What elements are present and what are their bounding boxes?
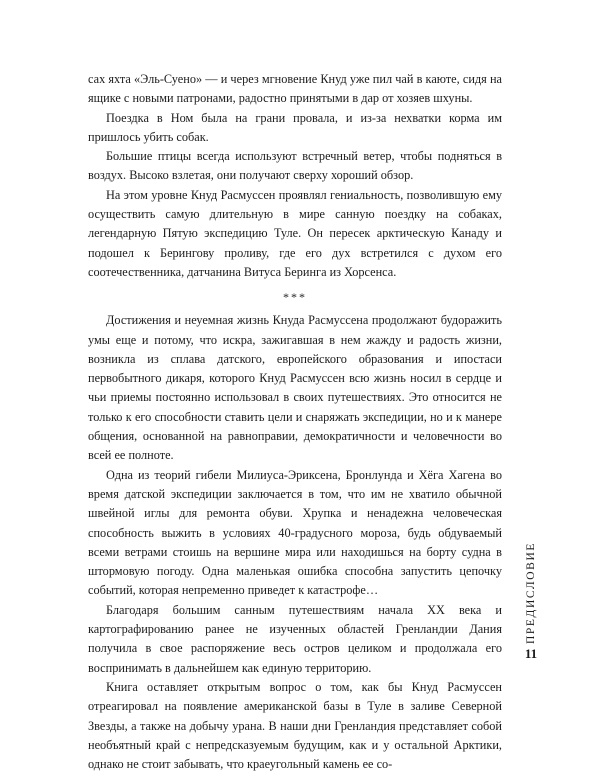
paragraph-6: Одна из теорий гибели Милиуса-Эриксена, Бронлунда и Хёга Хагена во время датской экспедиции заключается в том, что им не хватило обычной швейной иглы для ремонта обуви. Хрупка и ненадежна человеческая способность выжить в условиях 40-градусного мороза, будь обдуваемый всеми ветрами стоишь на вершине мира или находишься на борту судна в штормовую погоду. Одна маленькая ошибка способна запустить цепочку событий, которая непременно приведет к катастрофе…: [88, 467, 502, 598]
paragraph-7: Благодаря большим санным путешествиям начала XX века и картографированию ранее не изученных областей Гренландии Дания получила в свое распоряжение весь остров целиком и продолжала его воспринимать в дальнейшем как единую территорию.: [88, 602, 502, 675]
section-separator: ***: [283, 290, 307, 305]
page-number: 11: [524, 646, 538, 661]
paragraph-1: сах яхта «Эль-Суено» — и через мгновение Кнуд уже пил чай в каюте, сидя на ящике с новыми патронами, радостно принятыми в дар от хозяев шхуны.: [88, 72, 502, 106]
section-label-text: ПРЕДИСЛОВИЕ: [525, 542, 537, 644]
paragraph-8: Книга оставляет открытым вопрос о том, как бы Кнуд Расмуссен отреагировал на появление американской базы в Туле в заливе Северной Звезды, а также на добычу урана. В наши дни Гренландия представляет собой необъятный край с непредсказуемым будущим, как и у остальной Арктики, однако не стоит забывать, что краеугольный камень ее со-: [88, 679, 502, 772]
paragraph-5: Достижения и неуемная жизнь Кнуда Расмуссена продолжают будоражить умы еще и потому, что искра, зажигавшая в нем жажду и радость жизни, возникла из сплава датского, европейского образования и ипостаси первобытного дикаря, которого Кнуд Расмуссен всю жизнь носил в сердце и чьи приемы постоянно использовал в своих путешествиях. Это относится не только к его способности ставить цели и снаряжать экспедиции, но и к манере общения, основанной на равноправии, демократичности и человечности во всей ее полноте.: [88, 313, 502, 463]
main-text: [88, 70, 502, 774]
section-running-head: [520, 538, 542, 648]
paragraph-3: Большие птицы всегда используют встречный ветер, чтобы подняться в воздух. Высоко взлетая, они получают сверху хороший обзор.: [88, 149, 502, 183]
paragraph-4: На этом уровне Кнуд Расмуссен проявлял гениальность, позволившую ему осуществить самую длительную в мире санную поездку на собаках, легендарную Пятую экспедицию Туле. Он пересек арктическую Канаду и подошел к Берингову проливу, где его дух встретился с духом его соотечественника, датчанина Витуса Беринга из Хорсенса.: [88, 187, 502, 279]
paragraph-2: Поездка в Ном была на грани провала, и из-за нехватки корма им пришлось убить собак.: [88, 110, 502, 144]
